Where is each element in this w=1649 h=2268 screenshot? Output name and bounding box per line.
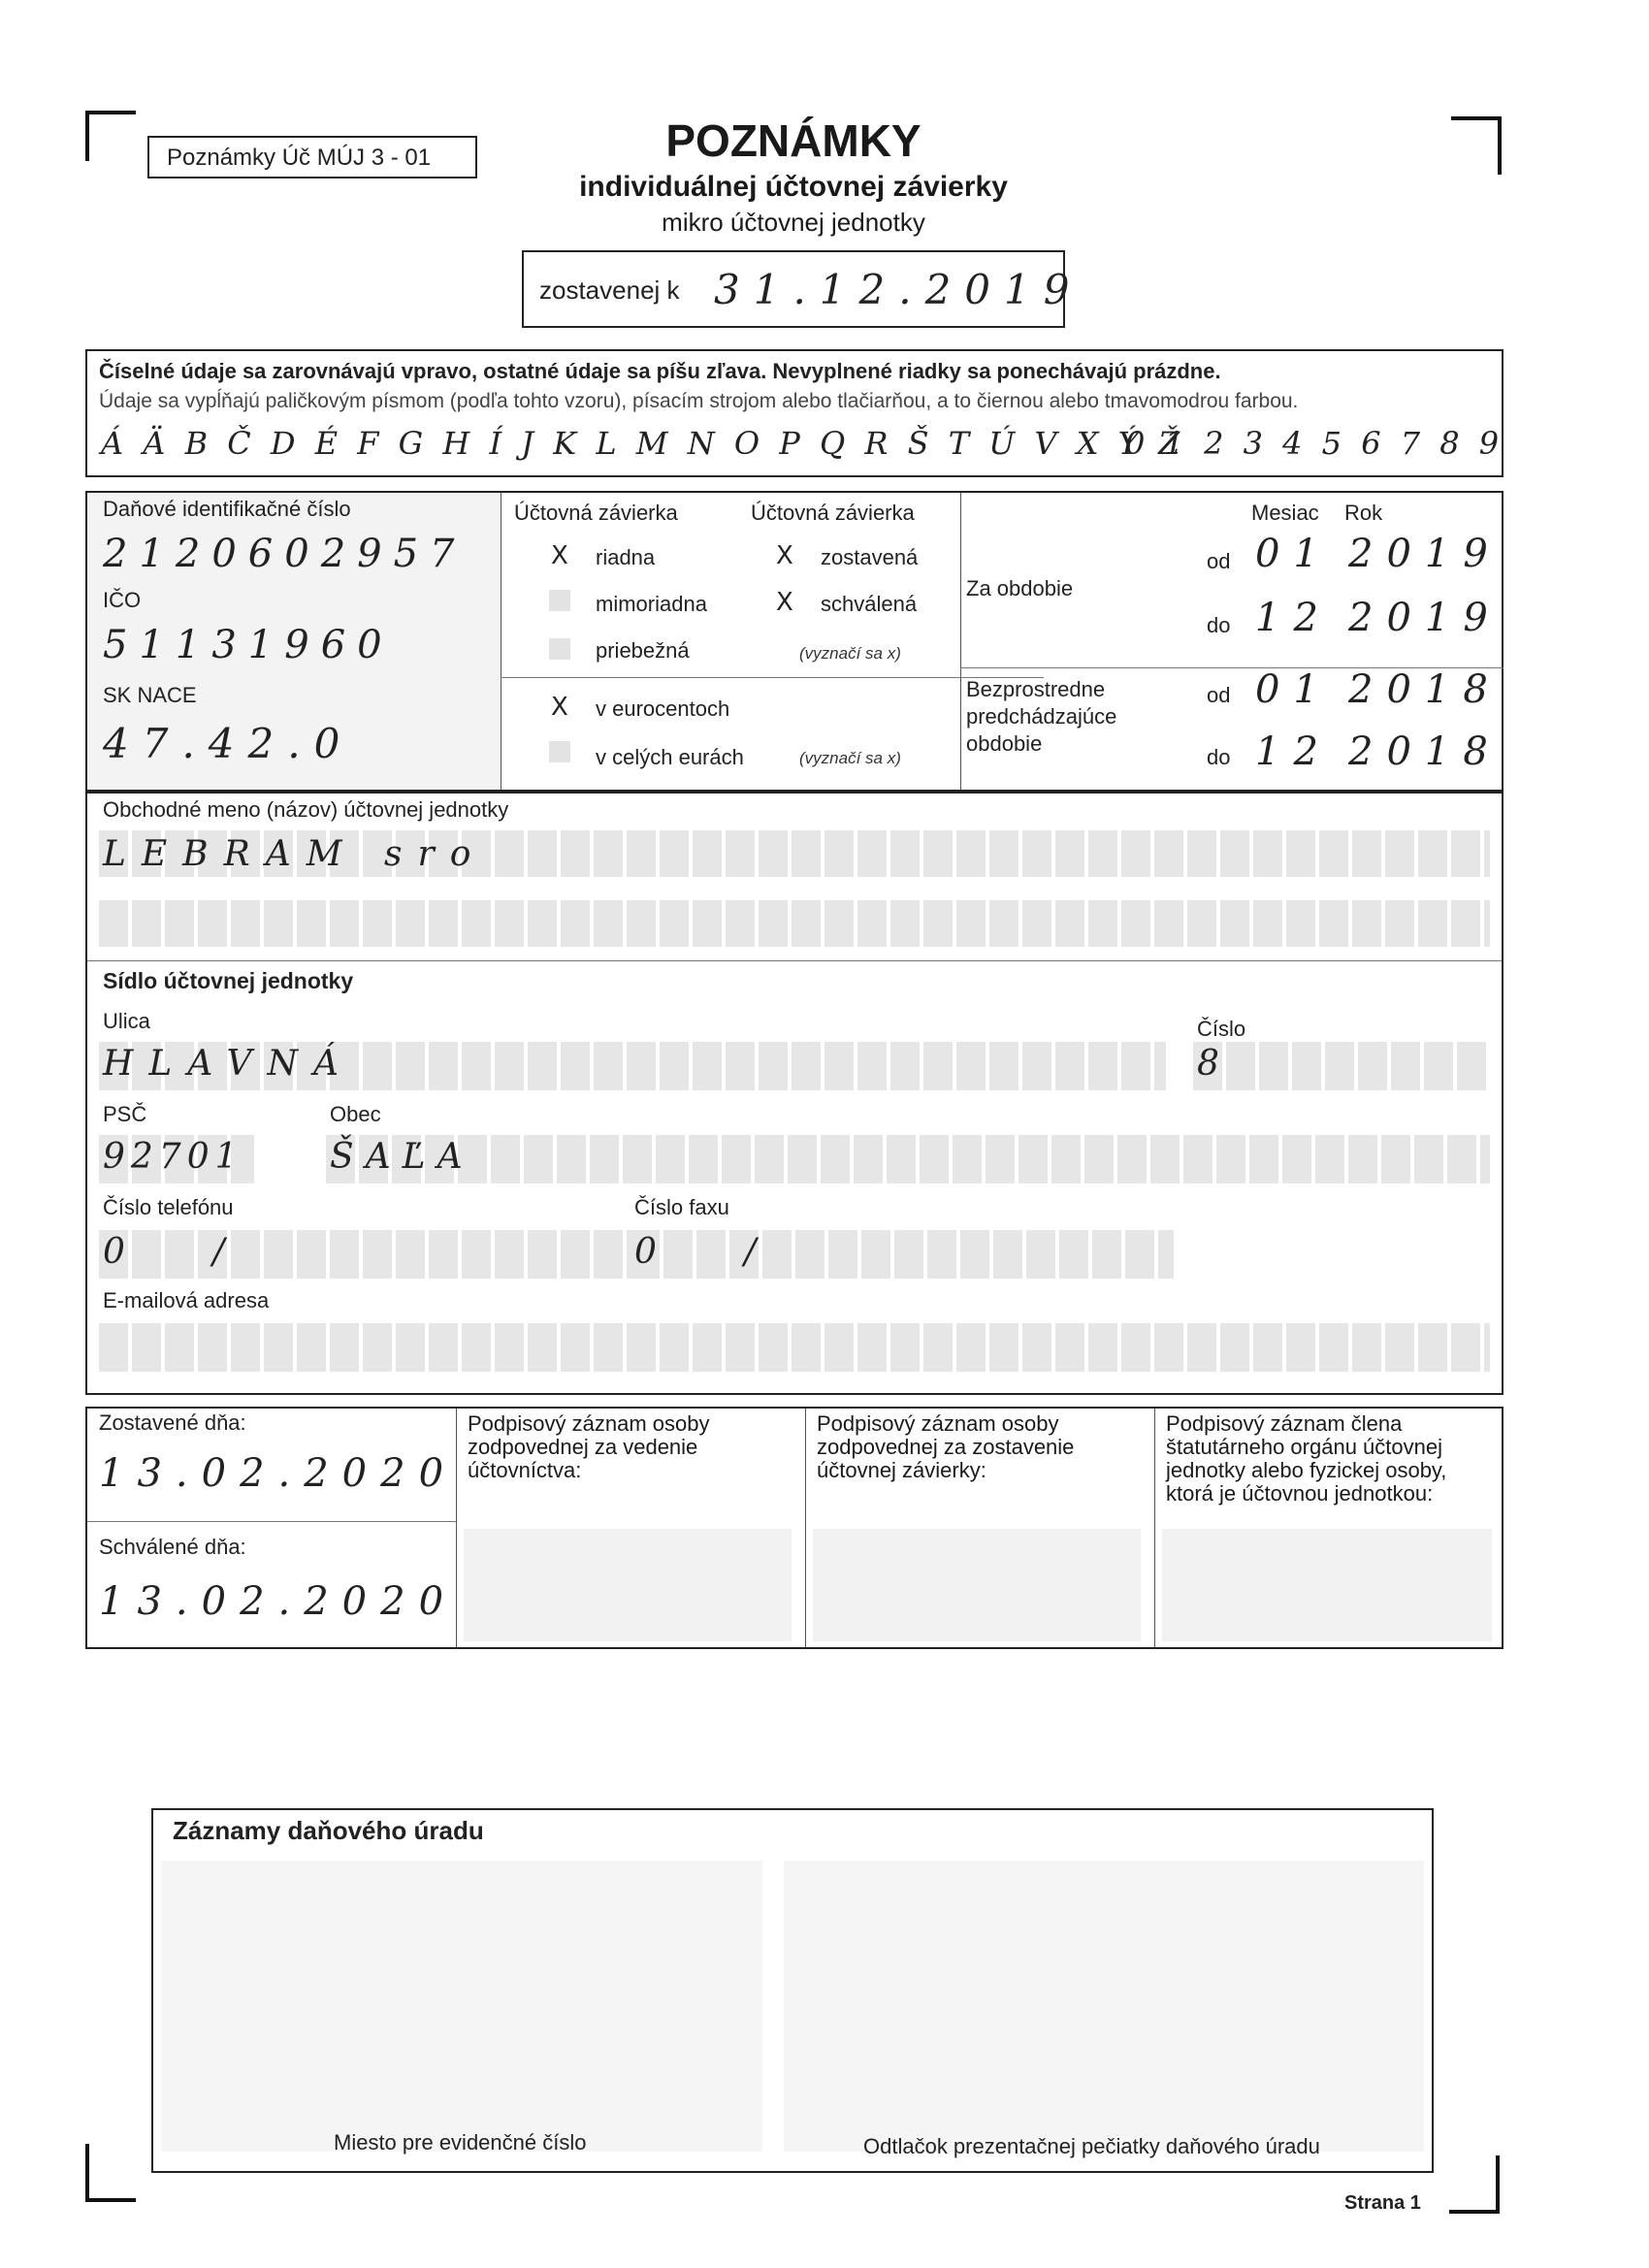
year-header: Rok	[1344, 501, 1383, 525]
compiled-on-label: Zostavené dňa:	[99, 1410, 246, 1435]
zip-label: PSČ	[103, 1102, 147, 1126]
checkbox-eurocent[interactable]: X	[551, 693, 568, 722]
compiled-date-value: 31.12.2019	[714, 266, 1083, 313]
phone-value: 0 /	[103, 1232, 239, 1272]
checkbox-priebezna[interactable]	[549, 638, 570, 660]
checkbox-mimoriadna[interactable]	[549, 590, 570, 611]
email-label: E-mailová adresa	[103, 1288, 270, 1312]
option-riadna: riadna	[596, 545, 656, 569]
current-do-label: do	[1207, 613, 1231, 637]
previous-period-label-2: predchádzajúce	[966, 704, 1117, 729]
previous-to-month: 12	[1255, 729, 1332, 774]
divider-3	[456, 1409, 457, 1647]
statement-state-header: Účtovná závierka	[751, 501, 915, 525]
entity-name-value: LEBRAM sro	[103, 834, 487, 874]
signature-statutory: Podpisový záznam člena štatutárneho orgánu účtovnej jednotky alebo fyzickej osoby, ktorá je účtovnou jednotkou:	[1166, 1411, 1447, 1506]
sample-letters: Á Ä B Č D É F G H Í J K L M N O P Q R Š T Ú V X Ý Ž	[101, 425, 1182, 462]
compiled-date-label: zostavenej k	[539, 275, 680, 305]
ico-value: 51131960	[103, 623, 394, 667]
tax-office-box	[151, 1808, 1434, 2173]
sample-digits: 0 1 2 3 4 5 6 7 8 9	[1125, 425, 1502, 462]
option-priebezna: priebežná	[596, 638, 690, 663]
option-cele-eura: v celých eurách	[596, 745, 744, 769]
option-mimoriadna: mimoriadna	[596, 592, 707, 616]
signature-statutory-area	[1162, 1529, 1492, 1641]
previous-period-label-1: Bezprostredne	[966, 677, 1106, 701]
checkbox-cele-eura[interactable]	[549, 741, 570, 762]
current-from-month: 01	[1255, 532, 1332, 576]
checkbox-riadna[interactable]: X	[551, 541, 568, 570]
corner-mark-bottom-left	[85, 2144, 136, 2202]
approved-on-value: 13.02.2020	[99, 1579, 458, 1624]
option-zostavena: zostavená	[821, 545, 919, 569]
instructions-box	[85, 349, 1504, 477]
page-number: Strana 1	[1344, 2192, 1421, 2214]
compiled-date-box	[522, 250, 1083, 328]
mark-note-1: (vyznačí sa x)	[799, 644, 901, 663]
divider-2	[960, 493, 961, 790]
form-code: Poznámky Úč MÚJ 3 - 01	[167, 145, 432, 171]
signature-compiler: Podpisový záznam osoby zodpovednej za zostavenie účtovnej závierky:	[817, 1411, 1075, 1482]
mark-note-2: (vyznačí sa x)	[799, 749, 901, 767]
month-header: Mesiac	[1251, 501, 1319, 525]
previous-from-month: 01	[1255, 667, 1332, 712]
divider-4	[805, 1409, 806, 1647]
evidence-number-caption: Miesto pre evidenčné číslo	[334, 2130, 587, 2155]
current-from-year: 2019	[1348, 532, 1502, 576]
option-eurocent: v eurocentoch	[596, 697, 730, 721]
compiled-on-value: 13.02.2020	[99, 1451, 458, 1496]
checkbox-schvalena[interactable]: X	[776, 588, 793, 617]
stamp-area	[784, 1861, 1424, 2152]
city-value: ŠAĽA	[330, 1137, 474, 1177]
street-label: Ulica	[103, 1009, 150, 1033]
seat-label: Sídlo účtovnej jednotky	[103, 968, 354, 993]
signatures-box	[85, 1407, 1504, 1649]
number-label: Číslo	[1197, 1017, 1246, 1041]
fax-value: 0 /	[634, 1232, 770, 1272]
signature-compiler-area	[813, 1529, 1141, 1641]
dic-label: Daňové identifikačné číslo	[103, 497, 351, 521]
city-cells	[326, 1135, 1490, 1183]
phone-label: Číslo telefónu	[103, 1195, 234, 1219]
current-to-month: 12	[1255, 596, 1332, 640]
page-title: POZNÁMKY	[665, 115, 922, 166]
option-schvalena: schválená	[821, 592, 918, 616]
approved-on-label: Schválené dňa:	[99, 1535, 246, 1559]
page-subtitle-2: mikro účtovnej jednotky	[662, 208, 925, 237]
nace-label: SK NACE	[103, 683, 197, 707]
tax-office-title: Záznamy daňového úradu	[173, 1816, 484, 1845]
zip-value: 92701	[103, 1137, 243, 1177]
previous-do-label: do	[1207, 745, 1231, 769]
divider-h-3	[87, 960, 1502, 961]
street-value: HLAVNÁ	[103, 1044, 355, 1084]
divider-h-1	[501, 677, 1044, 678]
previous-od-label: od	[1207, 683, 1231, 707]
dic-value: 2120602957	[103, 532, 467, 576]
current-period-label: Za obdobie	[966, 576, 1074, 600]
divider-h-4	[87, 1521, 456, 1522]
instructions-line-2: Údaje sa vypĺňajú paličkovým písmom (podľa tohto vzoru), písacím strojom alebo tlačiarňou, a to čiernou alebo tmavomodrou farbou.	[99, 390, 1299, 412]
nace-value: 47.42.0	[103, 720, 354, 767]
number-value: 8	[1197, 1044, 1233, 1084]
evidence-number-area	[161, 1861, 762, 2152]
page-subtitle: individuálnej účtovnej závierky	[579, 171, 1008, 203]
fax-label: Číslo faxu	[634, 1195, 729, 1219]
stamp-caption: Odtlačok prezentačnej pečiatky daňového úradu	[863, 2134, 1320, 2158]
current-od-label: od	[1207, 549, 1231, 573]
city-label: Obec	[330, 1102, 381, 1126]
current-to-year: 2019	[1348, 596, 1502, 640]
checkbox-zostavena[interactable]: X	[776, 541, 793, 570]
instructions-line-1: Číselné údaje sa zarovnávajú vpravo, ostatné údaje sa píšu zľava. Nevyplnené riadky sa ponechávajú prázdne.	[99, 359, 1221, 383]
signature-accountant-area	[464, 1529, 792, 1641]
entity-name-cells-2	[99, 900, 1490, 947]
entity-box	[85, 792, 1504, 1395]
statement-type-header: Účtovná závierka	[514, 501, 678, 525]
number-cells	[1193, 1042, 1490, 1090]
previous-period-label-3: obdobie	[966, 731, 1043, 756]
previous-from-year: 2018	[1348, 667, 1502, 712]
previous-to-year: 2018	[1348, 729, 1502, 774]
identification-box	[85, 491, 1504, 792]
divider-5	[1154, 1409, 1155, 1647]
email-cells	[99, 1323, 1490, 1372]
ico-label: IČO	[103, 588, 142, 612]
entity-name-label: Obchodné meno (názov) účtovnej jednotky	[103, 797, 509, 822]
signature-accountant: Podpisový záznam osoby zodpovednej za vedenie účtovníctva:	[468, 1411, 710, 1482]
corner-mark-bottom-right	[1449, 2155, 1500, 2214]
